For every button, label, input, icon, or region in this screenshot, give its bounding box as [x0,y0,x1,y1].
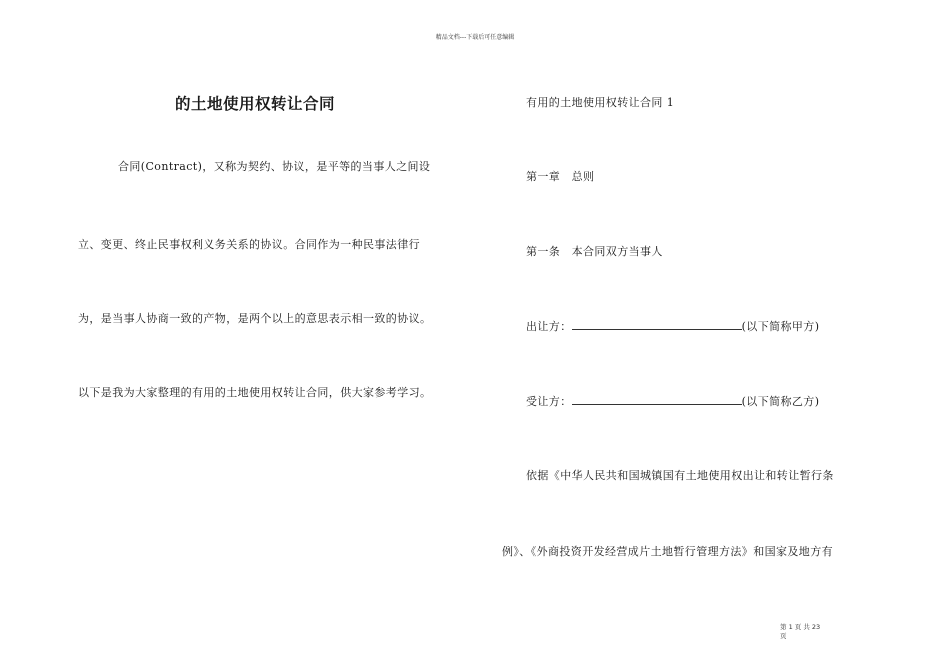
transferor-line [526,318,819,334]
intro-line-2: 立、变更、终止民事权利义务关系的协议。合同作为一种民事法律行 [78,238,420,251]
contract-heading: 有用的土地使用权转让合同 1 [526,96,675,109]
transferee-label: 受让方： [526,395,572,408]
basis-line-2: 例》、《外商投资开发经营成片土地暂行管理方法》和国家及地方有 [502,545,833,558]
transferor-label: 出让方： [526,320,572,333]
basis-line-1: 依据《中华人民共和国城镇国有土地使用权出让和转让暂行条 [526,469,834,482]
page-number [780,623,820,641]
intro-line-4: 以下是我为大家整理的有用的土地使用权转让合同，供大家参考学习。 [78,386,432,399]
page-number-line-2: 页 [780,632,787,640]
article-heading: 第一条 本合同双方当事人 [526,245,663,258]
document-title: 的土地使用权转让合同 [175,95,336,113]
transferee-suffix: (以下简称乙方) [741,395,820,408]
transferee-blank[interactable] [572,394,742,405]
transferor-suffix: (以下简称甲方) [741,320,820,333]
header-note: 精品文档---下载后可任意编辑 [435,34,515,41]
chapter-heading: 第一章 总则 [526,170,595,183]
intro-line-3: 为，是当事人协商一致的产物，是两个以上的意思表示相一致的协议。 [78,312,432,325]
transferor-blank[interactable] [572,319,742,330]
intro-line-1: 合同(Contract)，又称为契约、协议，是平等的当事人之间设 [118,160,431,173]
transferee-line [526,393,819,409]
page-number-line-1: 第 1 页 共 23 [780,623,821,631]
